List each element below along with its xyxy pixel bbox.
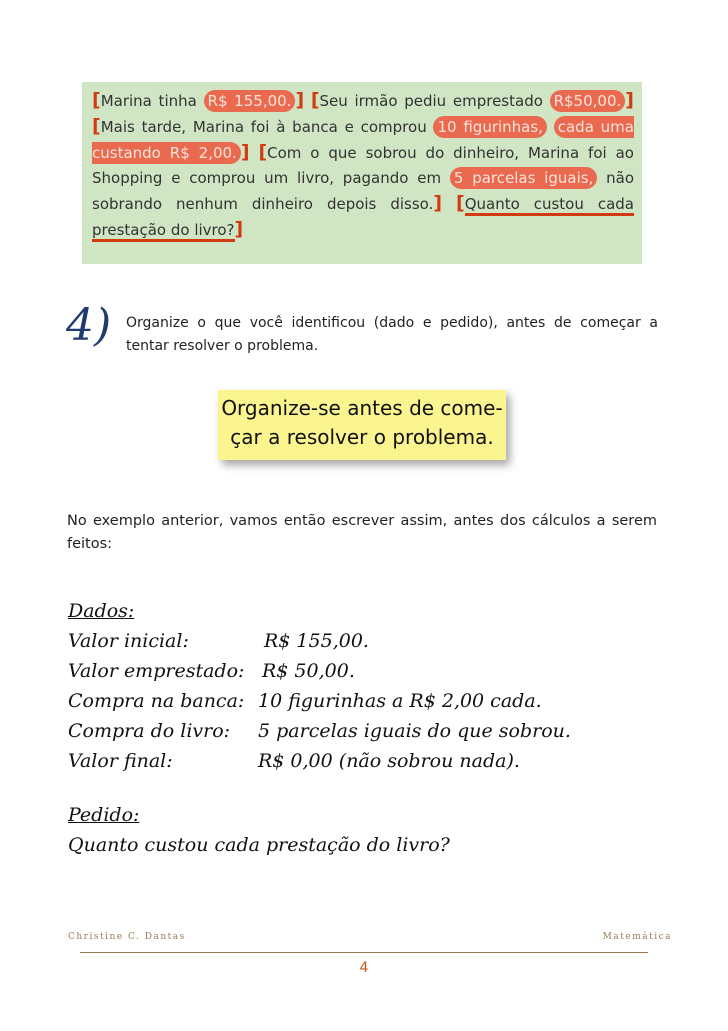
dados-row: [68, 716, 571, 746]
pedido-title: Pedido:: [68, 804, 140, 826]
dados-label: Compra do livro:: [68, 720, 231, 742]
sentence-2-text: Seu irmão pediu emprestado: [319, 92, 550, 110]
dados-label: Valor emprestado:: [68, 660, 245, 682]
pedido-section: [68, 800, 450, 860]
dados-label: Compra na banca:: [68, 690, 245, 712]
problem-text: [Marina tinha R$ 155,00. ] [Seu irmão pediu emprestado R$50,00. ] [Mais tarde, Marina foi à banca e comprou 10 figurinhas, cada uma custando R$ 2,00. ] [Com o que sobrou do dinheiro, Marina foi ao Shopping e comprou um livro, pagando em 5 parcelas iguais, não sobrando nenhum dinheiro depois disso.] [Quanto custou cada prestação do livro?]: [92, 89, 634, 240]
highlight-figurinhas: 10 figurinhas,: [433, 116, 546, 138]
footer-subject: Matemática: [602, 932, 672, 942]
highlight-initial-amount: R$ 155,00.: [204, 90, 296, 112]
dados-label: Valor final:: [68, 750, 173, 772]
sticky-note: [218, 390, 506, 460]
footer-divider: [80, 952, 648, 953]
dados-row: [68, 686, 542, 716]
question-underlined: Quanto custou cada prestação do livro?: [92, 195, 634, 242]
sticky-note-line-1: Organize-se antes de come-: [221, 396, 503, 420]
sentence-3-text: Mais tarde, Marina foi à banca e comprou: [100, 118, 434, 136]
dados-value: 10 figurinhas a R$ 2,00 cada.: [258, 690, 542, 712]
dados-row: [68, 626, 369, 656]
step-number: 4): [66, 300, 112, 351]
highlight-unit-price: cada uma custando R$ 2,00.: [92, 118, 634, 162]
dados-value: R$ 0,00 (não sobrou nada).: [258, 750, 520, 772]
step-instruction: Organize o que você identificou (dado e pedido), antes de começar a tentar resolver o problema.: [126, 315, 658, 354]
dados-row: [68, 746, 520, 776]
dados-value: 5 parcelas iguais do que sobrou.: [258, 720, 571, 742]
sentence-1-text: Marina tinha: [100, 92, 204, 110]
highlight-loan-amount: R$50,00.: [550, 90, 626, 112]
dados-row: [68, 656, 355, 686]
pedido-question: Quanto custou cada prestação do livro?: [68, 834, 450, 856]
dados-section: [68, 596, 571, 776]
dados-value: R$ 155,00.: [264, 630, 369, 652]
page-number: 4: [359, 960, 369, 976]
dados-label: Valor inicial:: [68, 630, 189, 652]
sentence-4-text: Com o que sobrou do dinheiro, Marina foi ao Shopping e comprou um livro, pagando em: [92, 144, 634, 187]
sticky-note-line-2: çar a resolver o problema.: [230, 425, 494, 449]
intro-paragraph: No exemplo anterior, vamos então escrever assim, antes dos cálculos a serem feitos:: [67, 513, 657, 552]
dados-title: Dados:: [68, 600, 135, 622]
sentence-4-end: não sobrando nenhum dinheiro depois disso.: [92, 169, 634, 213]
dados-value: R$ 50,00.: [262, 660, 355, 682]
problem-statement-box: [82, 82, 642, 264]
highlight-parcelas: 5 parcelas iguais,: [450, 167, 597, 189]
footer-author: Christine C. Dantas: [68, 932, 186, 942]
